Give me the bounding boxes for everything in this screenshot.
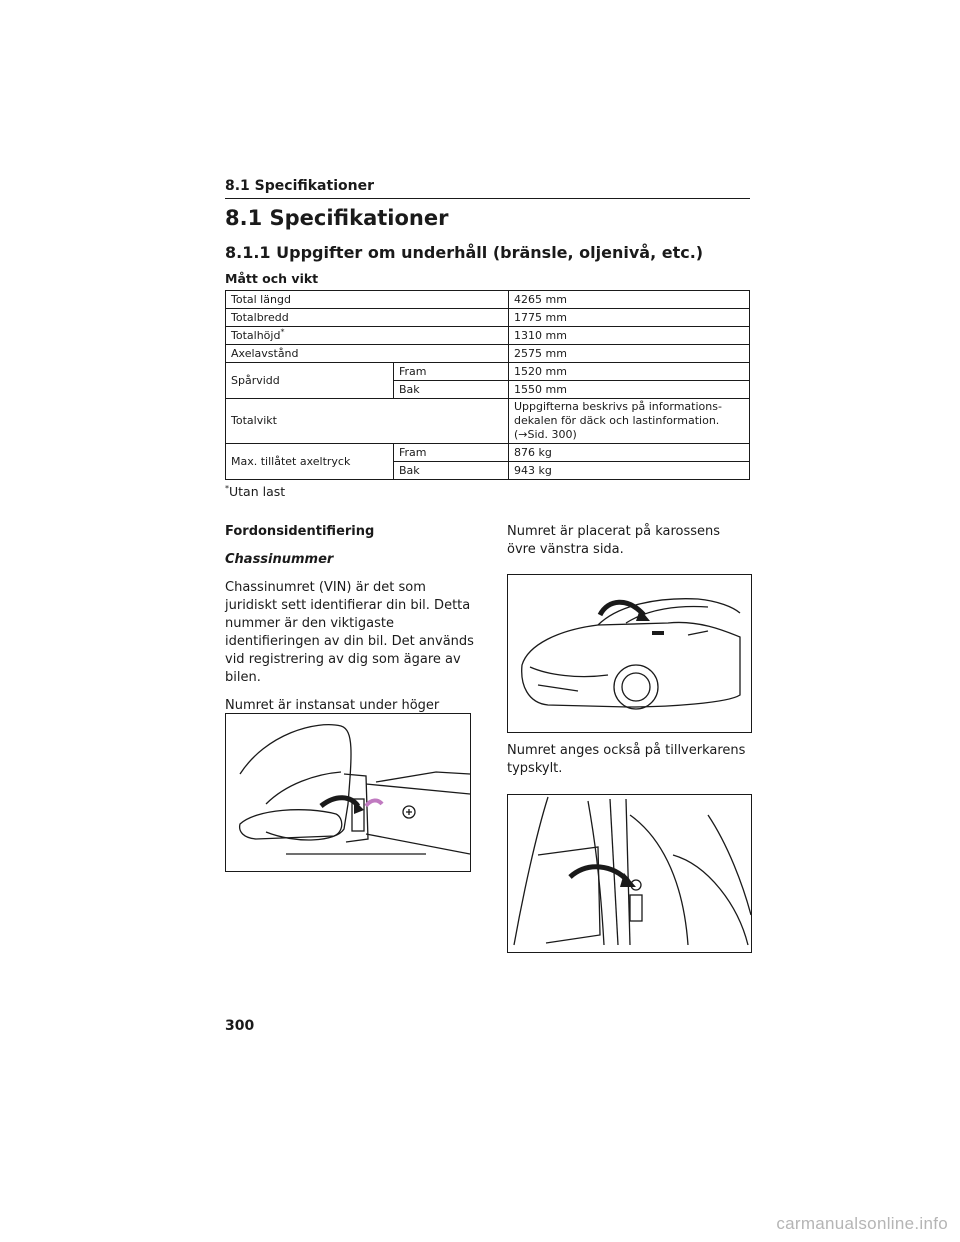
- spec-value-line: Uppgifterna beskrivs på informations-: [514, 400, 722, 413]
- spec-label: Axelavstånd: [226, 345, 509, 363]
- table-row: [226, 291, 750, 309]
- typeplate-illustration: [507, 794, 752, 953]
- body-location-paragraph: [507, 523, 750, 569]
- spec-label-cell: [226, 327, 509, 345]
- typeplate-paragraph: [507, 742, 750, 788]
- spec-label: Total längd: [226, 291, 509, 309]
- spec-value-line: dekalen för däck och lastinformation.: [514, 414, 720, 427]
- subsection-title: 8.1.1 Uppgifter om underhåll (bränsle, oljenivå, etc.): [225, 243, 704, 262]
- table-row: [226, 327, 750, 345]
- seat-vin-drawing: [226, 714, 470, 871]
- body-location-text: Numret är placerat på karossens övre vänstra sida.: [507, 524, 721, 557]
- chassis-number-subheading: Chassinummer: [225, 552, 334, 567]
- spec-label: Totalvikt: [226, 399, 509, 444]
- spec-value: 1520 mm: [509, 363, 750, 381]
- vin-location-paragraph: Numret är instansat under höger: [225, 698, 440, 713]
- spec-value: 2575 mm: [509, 345, 750, 363]
- page-reference: (→Sid. 300): [514, 428, 577, 441]
- table-row: [226, 309, 750, 327]
- table-row: [226, 345, 750, 363]
- table-heading: Mått och vikt: [225, 271, 319, 286]
- page-number: 300: [225, 1018, 255, 1034]
- car-exterior-drawing: [508, 575, 751, 732]
- table-row: [226, 363, 750, 381]
- spec-sublabel: Fram: [394, 444, 509, 462]
- spec-label: Max. tillåtet axeltryck: [226, 444, 394, 480]
- section-title: 8.1 Specifikationer: [225, 206, 449, 230]
- car-exterior-illustration: [507, 574, 752, 733]
- spec-value-cell: [509, 399, 750, 444]
- spec-value: 1550 mm: [509, 381, 750, 399]
- seat-vin-illustration: [225, 713, 471, 872]
- typeplate-drawing: [508, 795, 751, 952]
- watermark-link[interactable]: carmanualsonline.info: [776, 1214, 948, 1233]
- dimensions-weight-table: [225, 290, 750, 480]
- spec-label: Totalbredd: [226, 309, 509, 327]
- left-column: [225, 523, 475, 743]
- running-header: 8.1 Specifikationer: [225, 178, 750, 199]
- spec-value: 876 kg: [509, 444, 750, 462]
- footnote-marker: *: [280, 326, 285, 336]
- footnote: [225, 484, 285, 499]
- vehicle-identification-heading: Fordonsidentifiering: [225, 524, 375, 539]
- spec-label: Spårvidd: [226, 363, 394, 399]
- spec-value: 943 kg: [509, 462, 750, 480]
- spec-sublabel: Bak: [394, 462, 509, 480]
- footnote-text: Utan last: [229, 484, 286, 499]
- spec-value: 1775 mm: [509, 309, 750, 327]
- typeplate-text: Numret anges också på tillverkarens typskylt.: [507, 743, 746, 776]
- spec-value: 1310 mm: [509, 327, 750, 345]
- table-row: [226, 444, 750, 462]
- vin-paragraph: Chassinumret (VIN) är det som juridiskt sett identifierar din bil. Detta nummer är den viktigaste identifieringen av din bil. Det används vid registrering av dig som ägare av bilen.: [225, 580, 474, 685]
- table-row: [226, 399, 750, 444]
- spec-label: Totalhöjd: [231, 328, 281, 342]
- spec-value: 4265 mm: [509, 291, 750, 309]
- spec-sublabel: Fram: [394, 363, 509, 381]
- footnote-marker: *: [225, 483, 229, 493]
- spec-sublabel: Bak: [394, 381, 509, 399]
